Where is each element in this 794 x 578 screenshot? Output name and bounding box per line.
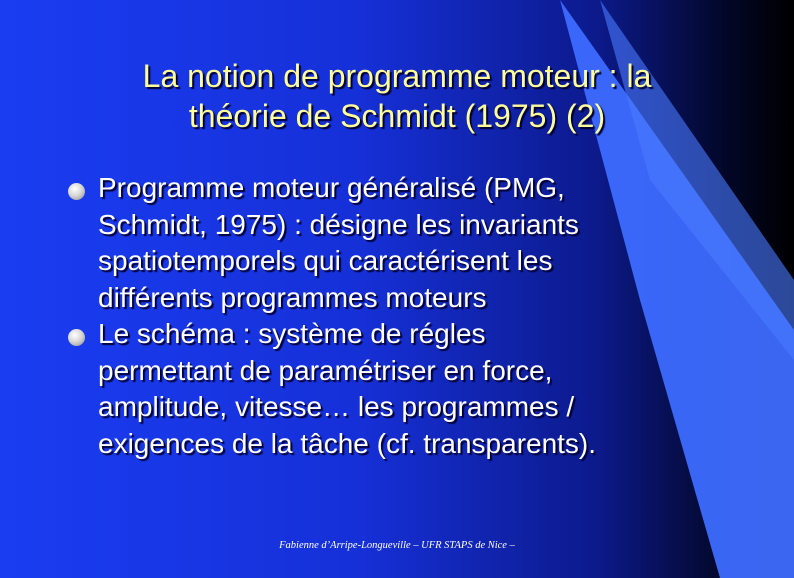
bullet-item bbox=[68, 316, 748, 462]
bullet-line: Programme moteur généralisé (PMG, bbox=[98, 172, 565, 203]
slide-title bbox=[40, 56, 754, 136]
bullet-item bbox=[68, 170, 748, 316]
title-line-2: théorie de Schmidt (1975) (2) bbox=[188, 98, 606, 134]
title-line-1: La notion de programme moteur : la bbox=[142, 58, 652, 94]
bullet-line: Le schéma : système de régles bbox=[98, 318, 486, 349]
bullet-list bbox=[68, 170, 748, 462]
bullet-line: amplitude, vitesse… les programmes / bbox=[98, 391, 575, 422]
bullet-line: permettant de paramétriser en force, bbox=[98, 354, 553, 386]
bullet-line: Schmidt, 1975) : désigne les invariants bbox=[98, 208, 579, 240]
bullet-line: différents programmes moteurs bbox=[98, 281, 487, 313]
sphere-bullet-icon bbox=[68, 329, 85, 346]
bullet-line: exigences de la tâche (cf. transparents). bbox=[98, 427, 597, 459]
slide-footer: Fabienne d’Arripe-Longueville – UFR STAPS de Nice – bbox=[279, 540, 515, 551]
bullet-line: spatiotemporels qui caractérisent les bbox=[98, 245, 553, 276]
sphere-bullet-icon bbox=[68, 183, 85, 200]
